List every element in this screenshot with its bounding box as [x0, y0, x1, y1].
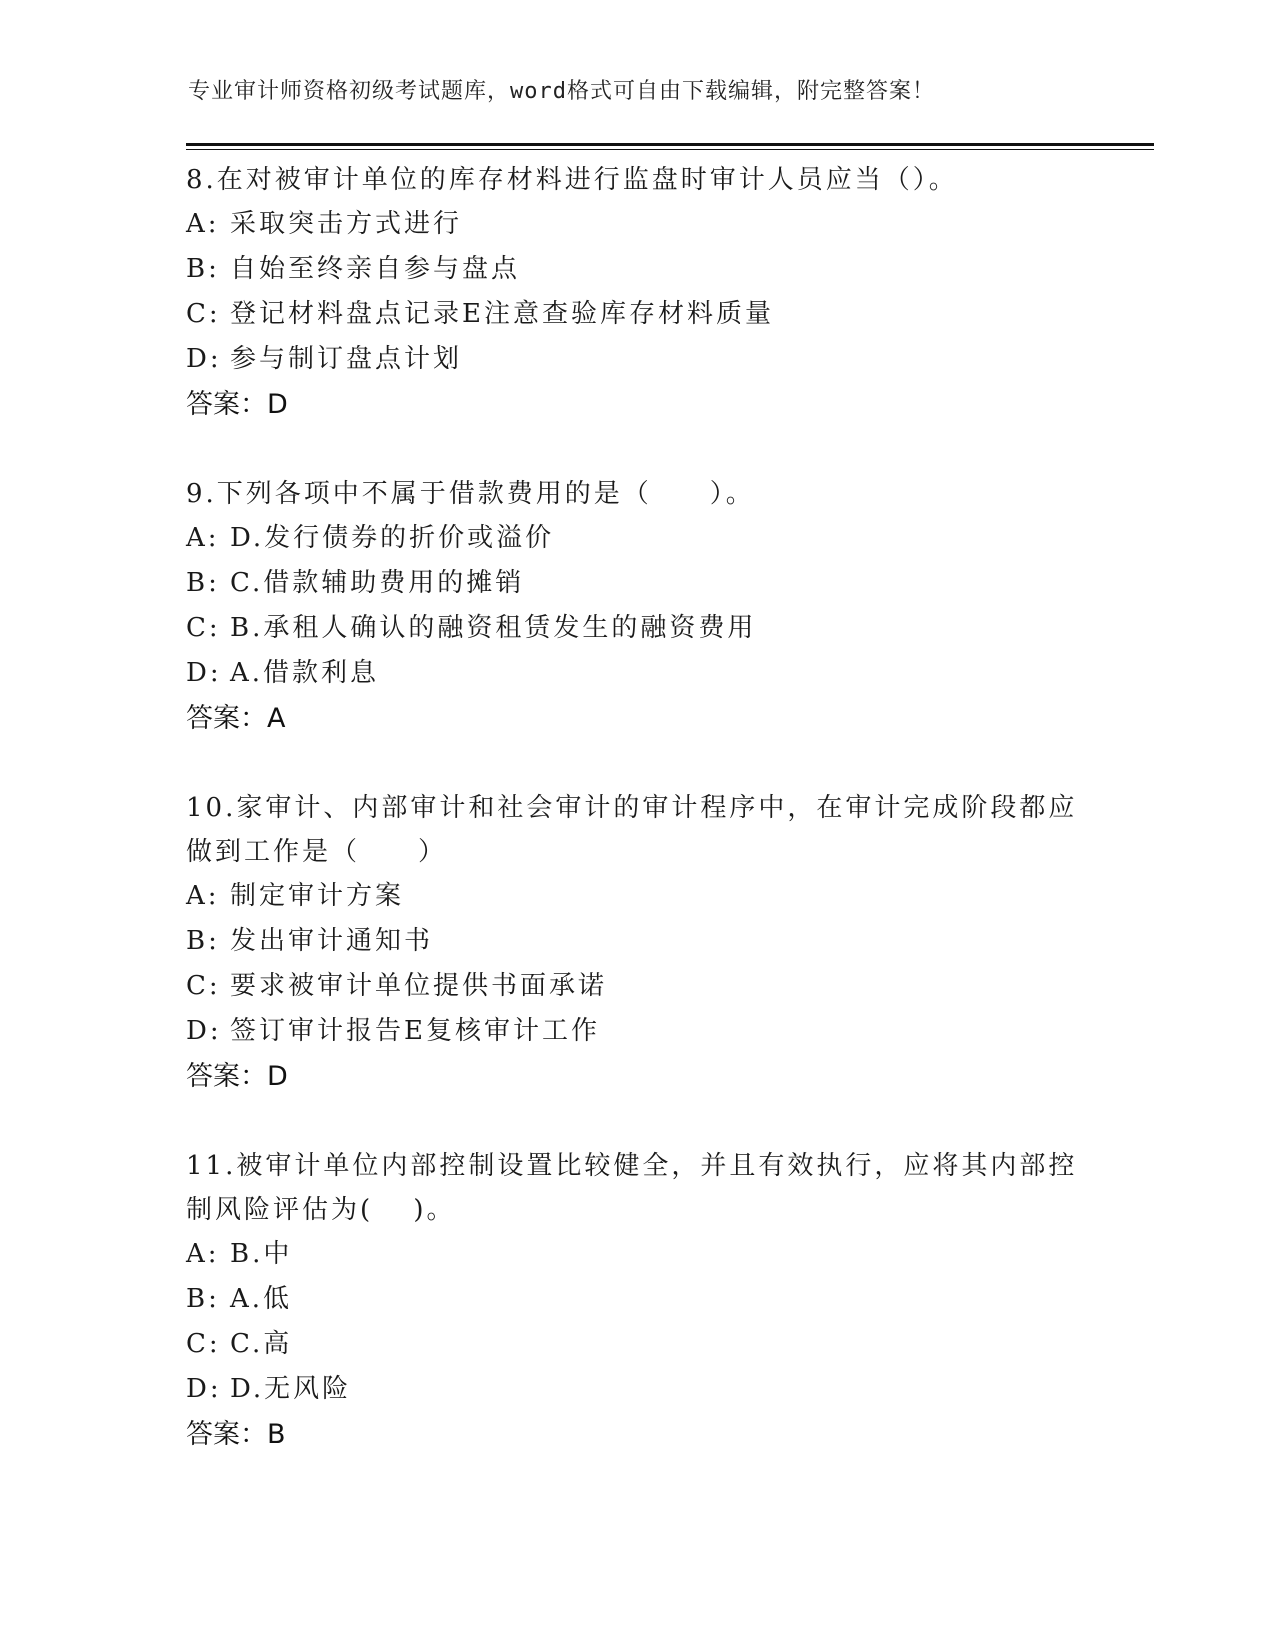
header-rule-thick: [186, 143, 1154, 146]
question-list: [186, 158, 1086, 1502]
option-text: A.借款利息: [230, 658, 380, 688]
option-text: D.无风险: [230, 1374, 352, 1404]
option-key: C:: [186, 971, 221, 1001]
option-key: C:: [186, 613, 221, 643]
option-b: [186, 247, 1086, 292]
question-stem: 8.在对被审计单位的库存材料进行监盘时审计人员应当（）。: [186, 165, 958, 195]
option-text: C.高: [230, 1329, 293, 1359]
option-text: 制定审计方案: [230, 881, 405, 911]
option-b: [186, 561, 1086, 606]
answer-line: 答案：A: [186, 703, 286, 734]
option-d: [186, 651, 1086, 696]
question-8: [186, 158, 1086, 428]
option-key: B:: [186, 1284, 220, 1314]
option-text: 登记材料盘点记录E注意查验库存材料质量: [230, 299, 774, 329]
option-key: C:: [186, 299, 221, 329]
option-d: [186, 337, 1086, 382]
answer-line: 答案：D: [186, 389, 288, 420]
header-rule-thin: [186, 149, 1154, 150]
option-key: D:: [186, 1374, 222, 1404]
option-b: [186, 1277, 1086, 1322]
option-c: [186, 606, 1086, 651]
option-text: 参与制订盘点计划: [230, 344, 463, 374]
option-key: B:: [186, 254, 220, 284]
question-stem: 10.家审计、内部审计和社会审计的审计程序中，在审计完成阶段都应做到工作是（ ）: [186, 793, 1078, 867]
option-key: D:: [186, 658, 222, 688]
option-key: D:: [186, 344, 222, 374]
option-text: 签订审计报告E复核审计工作: [230, 1016, 600, 1046]
option-text: C.借款辅助费用的摊销: [230, 568, 525, 598]
option-text: B.中: [230, 1239, 293, 1269]
option-key: C:: [186, 1329, 221, 1359]
option-key: A:: [186, 881, 220, 911]
option-text: A.低: [230, 1284, 293, 1314]
option-c: [186, 1322, 1086, 1367]
document-header: 专业审计师资格初级考试题库，word格式可自由下载编辑，附完整答案！: [188, 79, 935, 104]
option-key: A:: [186, 209, 220, 239]
question-10: [186, 786, 1086, 1100]
option-key: B:: [186, 568, 220, 598]
answer-line: 答案：B: [186, 1419, 286, 1450]
option-d: [186, 1367, 1086, 1412]
option-a: [186, 874, 1086, 919]
option-text: B.承租人确认的融资租赁发生的融资费用: [230, 613, 757, 643]
option-a: [186, 1232, 1086, 1277]
option-text: 自始至终亲自参与盘点: [230, 254, 521, 284]
option-key: A:: [186, 523, 220, 553]
question-9: [186, 472, 1086, 742]
option-text: D.发行债券的折价或溢价: [230, 523, 555, 553]
question-stem: 11.被审计单位内部控制设置比较健全，并且有效执行，应将其内部控制风险评估为( )。: [186, 1151, 1078, 1225]
option-text: 发出审计通知书: [230, 926, 434, 956]
option-text: 采取突击方式进行: [230, 209, 463, 239]
option-b: [186, 919, 1086, 964]
option-a: [186, 516, 1086, 561]
question-11: [186, 1144, 1086, 1458]
answer-line: 答案：D: [186, 1061, 288, 1092]
option-key: D:: [186, 1016, 222, 1046]
option-d: [186, 1009, 1086, 1054]
option-c: [186, 292, 1086, 337]
option-key: B:: [186, 926, 220, 956]
option-c: [186, 964, 1086, 1009]
option-a: [186, 202, 1086, 247]
option-key: A:: [186, 1239, 220, 1269]
question-stem: 9.下列各项中不属于借款费用的是（ ）。: [186, 479, 755, 509]
option-text: 要求被审计单位提供书面承诺: [230, 971, 608, 1001]
